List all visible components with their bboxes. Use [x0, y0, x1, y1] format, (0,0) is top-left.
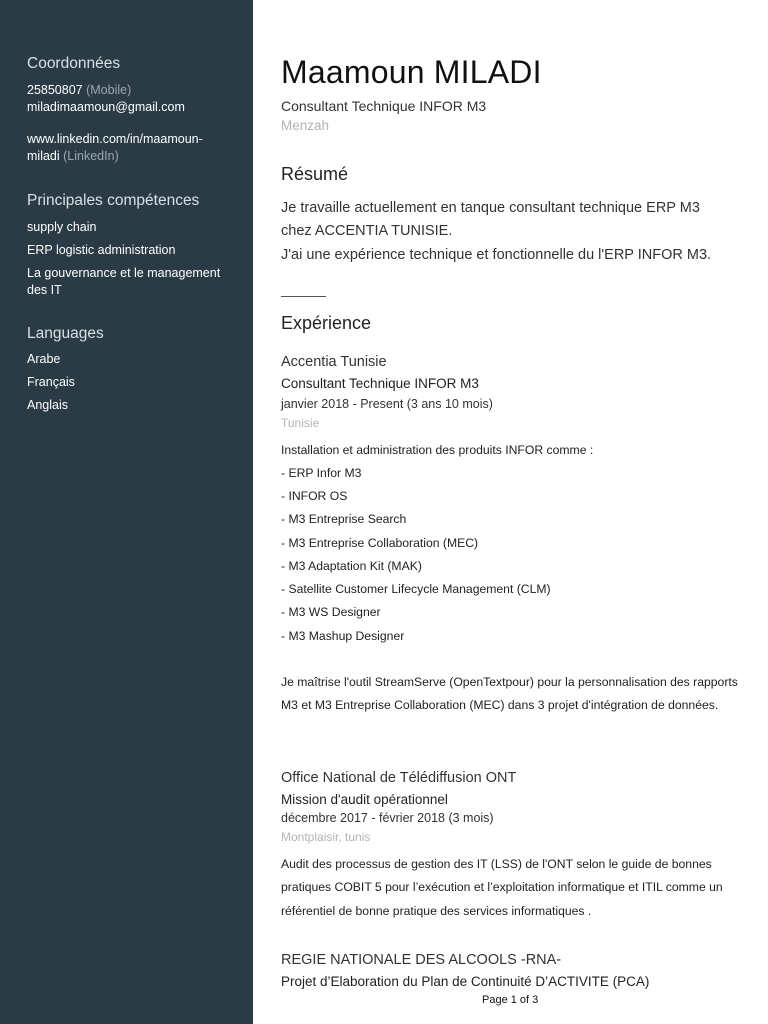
job-desc-line: - M3 WS Designer: [281, 605, 381, 619]
contact-title: Coordonnées: [27, 55, 121, 72]
job-place: Montplaisir, tunis: [281, 830, 371, 844]
skill-item: La gouvernance et le management: [27, 266, 221, 280]
skill-item: ERP logistic administration: [27, 243, 176, 257]
resume-title: Résumé: [281, 164, 349, 184]
job-role: Consultant Technique INFOR M3: [281, 376, 479, 391]
job-place: Tunisie: [281, 416, 320, 430]
language-item: Français: [27, 375, 75, 389]
job-desc-line: - M3 Entreprise Collaboration (MEC): [281, 536, 479, 550]
languages-title: Languages: [27, 325, 104, 342]
linkedin-link-line1[interactable]: www.linkedin.com/in/maamoun-: [27, 132, 203, 146]
page-footer: Page 1 of 3: [482, 994, 539, 1006]
resume-line: J'ai une expérience technique et fonctionnelle du l'ERP INFOR M3.: [281, 247, 712, 263]
job-role: Mission d'audit opérationnel: [281, 792, 448, 807]
resume-line: Je travaille actuellement en tanque consultant technique ERP M3: [281, 200, 700, 216]
language-item: Anglais: [27, 398, 68, 412]
job-company: REGIE NATIONALE DES ALCOOLS -RNA-: [281, 952, 562, 968]
experience-title: Expérience: [281, 313, 372, 333]
person-name: Maamoun MILADI: [281, 54, 542, 90]
job-company: Accentia Tunisie: [281, 354, 387, 370]
location: Menzah: [281, 118, 330, 133]
language-item: Arabe: [27, 352, 61, 366]
phone-line: [27, 82, 131, 98]
job-desc-line: - Satellite Customer Lifecycle Management (CLM): [281, 582, 551, 596]
job-desc-line: - M3 Mashup Designer: [281, 629, 405, 643]
resume-line: chez ACCENTIA TUNISIE.: [281, 223, 453, 239]
main-content: [253, 0, 768, 1024]
linkedin-type: (LinkedIn): [63, 149, 119, 163]
skill-item: des IT: [27, 283, 62, 297]
job-desc-line: - M3 Entreprise Search: [281, 512, 407, 526]
job-paragraph: Audit des processus de gestion des IT (LSS) de l'ONT selon le guide de bonnes pratiques COBIT 5 pour l’exécution et l’exploitation informatique et ITIL comme un référentiel de bonne pratique des services informatiques .: [281, 857, 723, 918]
job-desc-line: - ERP Infor M3: [281, 466, 362, 480]
sidebar: [0, 0, 253, 1024]
email-link[interactable]: miladimaamoun@gmail.com: [27, 100, 185, 114]
job-desc-line: Installation et administration des produits INFOR comme :: [281, 443, 594, 457]
job-dates: janvier 2018 - Present (3 ans 10 mois): [281, 397, 493, 411]
job-desc-line: - M3 Adaptation Kit (MAK): [281, 559, 422, 573]
job-desc-line: - INFOR OS: [281, 489, 348, 503]
skill-item: supply chain: [27, 220, 97, 234]
job-role: Projet d’Elaboration du Plan de Continuité D’ACTIVITE (PCA): [281, 974, 650, 989]
divider: [281, 296, 326, 297]
phone-number[interactable]: 25850807: [27, 83, 83, 97]
phone-type: (Mobile): [86, 83, 132, 97]
linkedin-link-line2-text[interactable]: miladi: [27, 149, 60, 163]
job-dates: décembre 2017 - février 2018 (3 mois): [281, 811, 494, 825]
linkedin-link-line2: [27, 148, 119, 164]
job-company: Office National de Télédiffusion ONT: [281, 770, 517, 786]
skills-title: Principales compétences: [27, 192, 200, 209]
headline: Consultant Technique INFOR M3: [281, 98, 487, 114]
job-paragraph: Je maîtrise l'outil StreamServe (OpenTextpour) pour la personnalisation des rapports M3 et M3 Entreprise Collaboration (MEC) dans 3 projet d'intégration de données.: [281, 675, 738, 713]
